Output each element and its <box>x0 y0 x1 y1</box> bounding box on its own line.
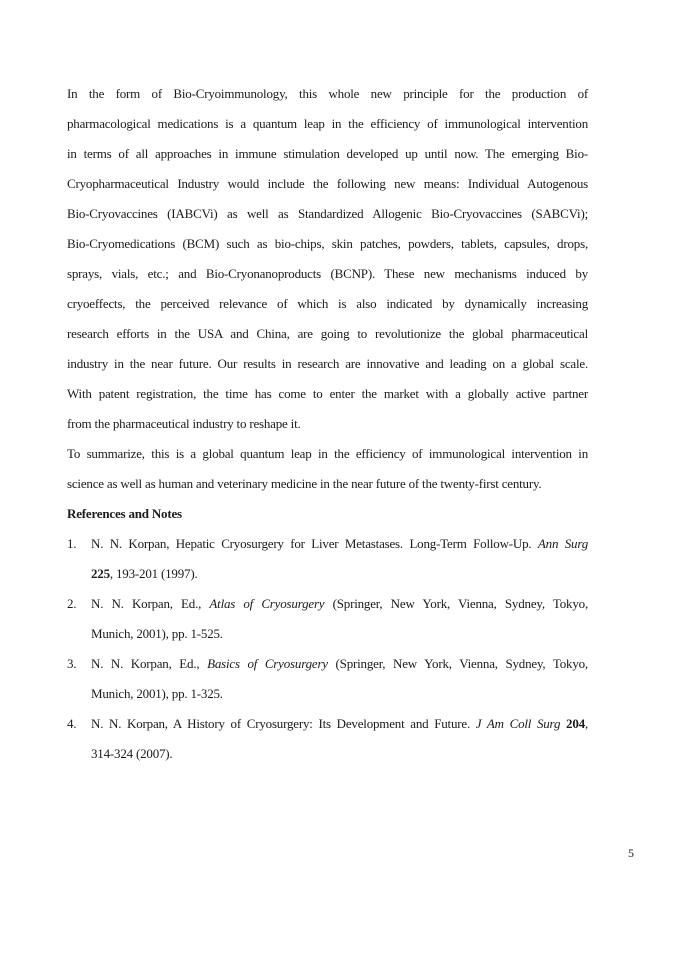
text-line: In the form of Bio-Cryoimmunology, this whole new principle for the production of <box>67 86 588 101</box>
text-line: With patent registration, the time has come to enter the market with a globally active partner <box>67 386 588 401</box>
references-heading: References and Notes <box>67 506 182 521</box>
reference-item <box>67 649 588 709</box>
reference-line <box>91 679 588 709</box>
text-line: Bio-Cryovaccines (IABCVi) as well as Standardized Allogenic Bio-Cryovaccines (SABCVi); <box>67 206 588 221</box>
reference-segment-italic: J Am Coll Surg <box>475 716 561 731</box>
reference-segment: (Springer, New York, Vienna, Sydney, Tokyo, <box>324 596 588 611</box>
paragraph-bio-cryoimmunology <box>67 79 588 439</box>
page-number: 5 <box>628 846 634 860</box>
reference-segment: , <box>584 716 588 731</box>
reference-segment: 314-324 (2007). <box>91 746 173 761</box>
reference-segment: , 193-201 (1997). <box>109 566 198 581</box>
text-line: pharmacological medications is a quantum leap in the efficiency of immunological intervention <box>67 116 588 131</box>
reference-line <box>91 709 588 739</box>
reference-line <box>91 649 588 679</box>
reference-segment: N. N. Korpan, Ed., <box>91 596 210 611</box>
reference-segment-italic: Atlas of Cryosurgery <box>209 596 325 611</box>
reference-segment: N. N. Korpan, Hepatic Cryosurgery for Liver Metastases. Long-Term Follow-Up. <box>91 536 538 551</box>
reference-segment: (Springer, New York, Vienna, Sydney, Tokyo, <box>327 656 588 671</box>
text-line: industry in the near future. Our results in research are innovative and leading on a global scale. <box>67 356 588 371</box>
reference-segment: Munich, 2001), pp. 1-325. <box>91 686 223 701</box>
text-block <box>67 79 588 769</box>
reference-segment-bold: 204 <box>566 716 585 731</box>
reference-segment: N. N. Korpan, Ed., <box>91 656 208 671</box>
reference-line <box>91 559 588 589</box>
text-line: Bio-Cryomedications (BCM) such as bio-chips, skin patches, powders, tablets, capsules, drops, <box>67 236 588 251</box>
paragraph-summary <box>67 439 588 499</box>
reference-item <box>67 529 588 589</box>
reference-line <box>91 589 588 619</box>
reference-item <box>67 709 588 769</box>
reference-number: 4. <box>67 716 77 731</box>
reference-line <box>91 529 588 559</box>
text-line: sprays, vials, etc.; and Bio-Cryonanoproducts (BCNP). These new mechanisms induced by <box>67 266 588 281</box>
text-line: science as well as human and veterinary medicine in the near future of the twenty-first century. <box>67 476 542 491</box>
reference-item <box>67 589 588 649</box>
reference-segment-italic: Basics of Cryosurgery <box>207 656 328 671</box>
reference-number: 3. <box>67 656 77 671</box>
text-line: from the pharmaceutical industry to reshape it. <box>67 416 301 431</box>
reference-line <box>91 739 588 769</box>
references-list <box>67 529 588 769</box>
text-line: cryoeffects, the perceived relevance of which is also indicated by dynamically increasing <box>67 296 588 311</box>
reference-segment: N. N. Korpan, A History of Cryosurgery: Its Development and Future. <box>91 716 476 731</box>
text-line: To summarize, this is a global quantum leap in the efficiency of immunological intervention in <box>67 446 588 461</box>
reference-segment-italic: Ann Surg <box>537 536 588 551</box>
text-line: research efforts in the USA and China, are going to revolutionize the global pharmaceutical <box>67 326 588 341</box>
text-line: in terms of all approaches in immune stimulation developed up until now. The emerging Bio- <box>67 146 588 161</box>
reference-segment: Munich, 2001), pp. 1-525. <box>91 626 223 641</box>
reference-segment-bold: 225 <box>91 566 110 581</box>
reference-number: 1. <box>67 536 77 551</box>
reference-line <box>91 619 588 649</box>
reference-number: 2. <box>67 596 77 611</box>
text-line: Cryopharmaceutical Industry would include the following new means: Individual Autogenous <box>67 176 588 191</box>
